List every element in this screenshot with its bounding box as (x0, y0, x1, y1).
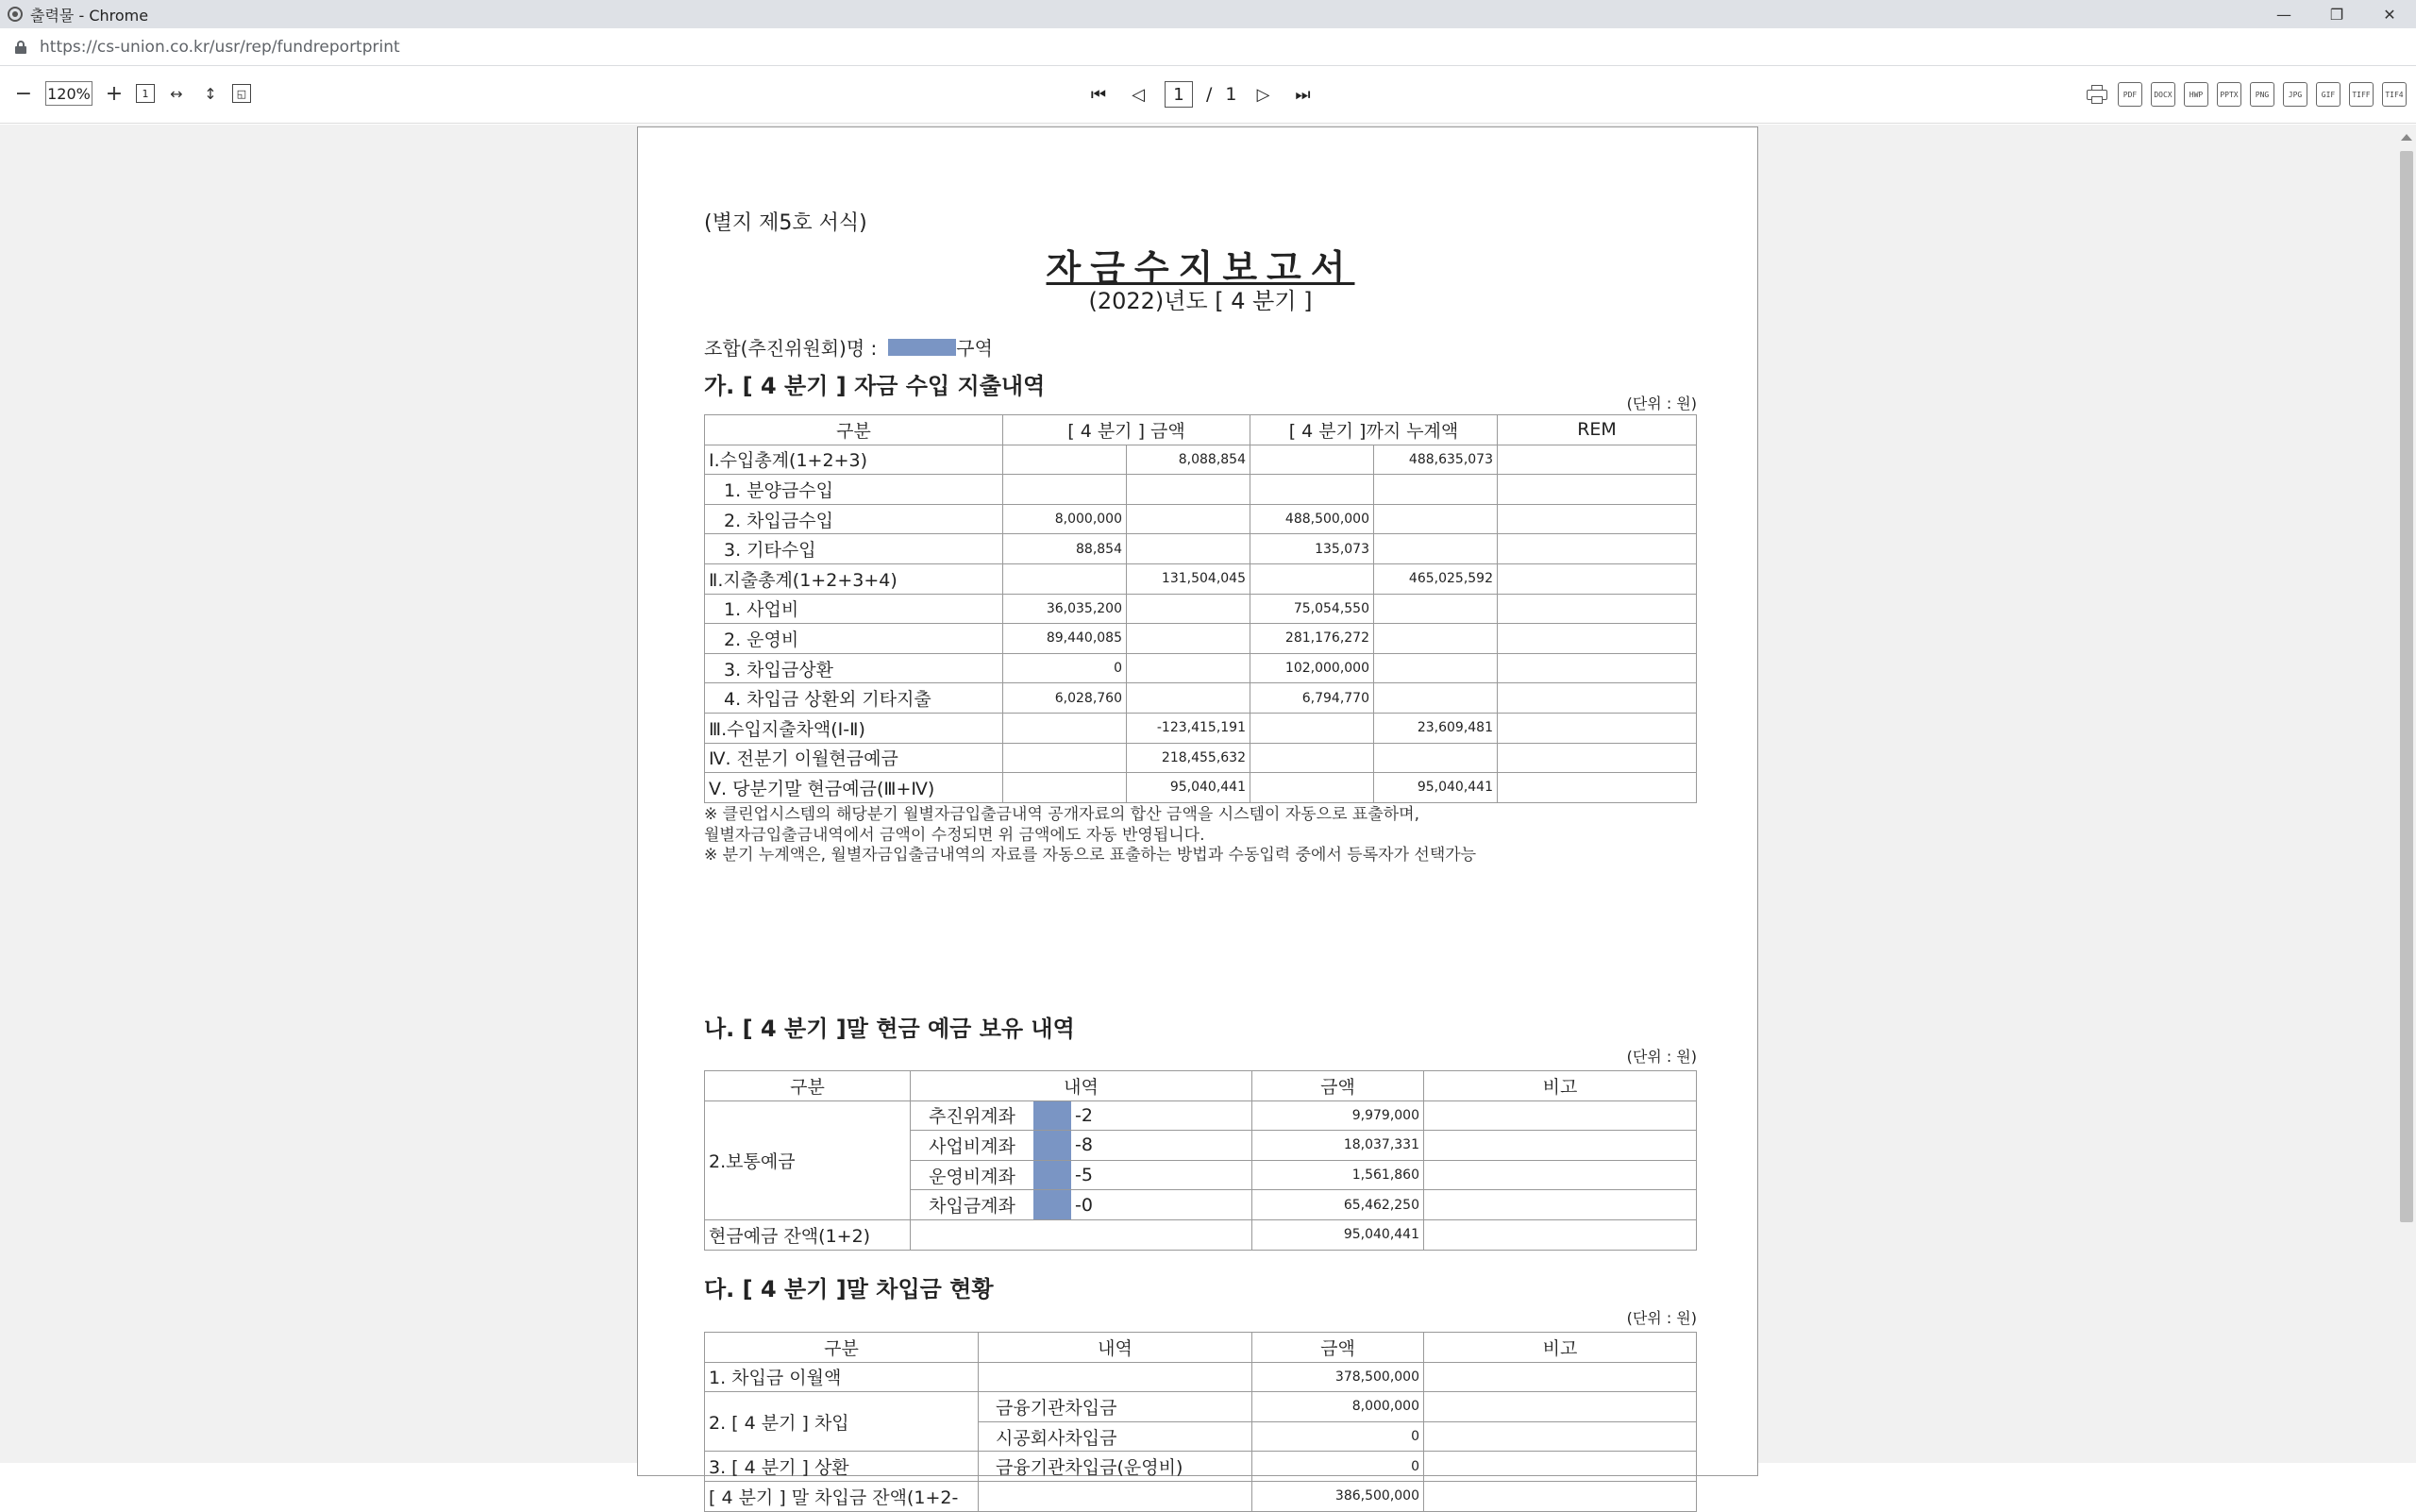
account-suffix: -0 (1075, 1194, 1093, 1216)
cumulative-item-amount: 135,073 (1250, 534, 1374, 564)
income-expense-table (704, 414, 1697, 803)
table-header-row (705, 1333, 1697, 1363)
report-title: 자금수지보고서 (1046, 247, 1355, 289)
note-line: ※ 분기 누계액은, 월별자금입출금내역의 자료를 자동으로 표출하는 방법과 수동입력 중에서 등록자가 선택가능 (704, 846, 1477, 865)
table-row (705, 534, 1697, 564)
total-amount: 95,040,441 (1252, 1219, 1424, 1250)
group-label: 2.보통예금 (705, 1100, 911, 1219)
header-quarter-amount: [ 4 분기 ] 금액 (1003, 415, 1250, 445)
quarter-total-amount (1127, 594, 1250, 624)
table-row (705, 1100, 1697, 1131)
quarter-total-amount: 8,088,854 (1127, 445, 1250, 475)
report-year: (2022)년도 [ 4 분기 ] (1088, 288, 1313, 314)
table-row (705, 504, 1697, 534)
quarter-item-amount: 36,035,200 (1003, 594, 1127, 624)
row-label: 1. 사업비 (705, 594, 1003, 624)
notes (704, 805, 1476, 866)
row-label: 1. 차입금 이월액 (705, 1362, 979, 1392)
last-page-icon[interactable]: ⏭ (1295, 84, 1311, 105)
row-label: Ⅴ. 당분기말 현금예금(Ⅲ+Ⅳ) (705, 773, 1003, 803)
row-amount: 0 (1252, 1421, 1424, 1452)
export-docx-button[interactable]: DOCX (2151, 82, 2175, 107)
section-c-unit: (단위 : 원) (1626, 1309, 1697, 1327)
account-detail (911, 1131, 1252, 1161)
section-a-unit: (단위 : 원) (1626, 395, 1697, 412)
total-label: 현금예금 잔액(1+2) (705, 1219, 911, 1250)
account-suffix: -8 (1075, 1134, 1093, 1156)
row-label: Ⅰ.수입총계(1+2+3) (705, 445, 1003, 475)
row-remark (1498, 475, 1697, 505)
table-row (705, 475, 1697, 505)
cumulative-item-amount (1250, 713, 1374, 743)
account-detail (911, 1190, 1252, 1220)
union-suffix: 구역 (956, 337, 993, 360)
cumulative-item-amount: 75,054,550 (1250, 594, 1374, 624)
total-pages: 1 (1225, 84, 1237, 105)
quarter-total-amount (1127, 683, 1250, 714)
header-rem: REM (1498, 415, 1697, 445)
header-cumulative: [ 4 분기 ]까지 누계액 (1250, 415, 1498, 445)
row-label: 1. 분양금수입 (705, 475, 1003, 505)
header-amount: 금액 (1252, 1333, 1424, 1363)
account-detail (911, 1160, 1252, 1190)
account-amount: 65,462,250 (1252, 1190, 1424, 1220)
row-label: 4. 차입금 상환외 기타지출 (705, 683, 1003, 714)
window-title: 출력물 - Chrome (30, 6, 149, 25)
cumulative-item-amount: 6,794,770 (1250, 683, 1374, 714)
total-detail (911, 1219, 1252, 1250)
row-detail: 시공회사차입금 (979, 1421, 1252, 1452)
section-b-heading: 나. [ 4 분기 ]말 현금 예금 보유 내역 (704, 1016, 1075, 1042)
row-remark (1424, 1100, 1697, 1131)
redacted-union-name (888, 339, 956, 356)
cumulative-total-amount (1374, 653, 1498, 683)
note-line: ※ 클린업시스템의 해당분기 월별자금입출금내역 공개자료의 합산 금액을 시스템이 자동으로 표출하며, (704, 805, 1420, 824)
export-tif4-button[interactable]: TIF4 (2382, 82, 2407, 107)
row-remark (1424, 1452, 1697, 1482)
redacted-account-number (1033, 1190, 1071, 1219)
row-remark (1498, 594, 1697, 624)
close-button[interactable]: ✕ (2383, 5, 2396, 24)
account-detail (911, 1100, 1252, 1131)
cumulative-total-amount (1374, 475, 1498, 505)
url-text[interactable]: https://cs-union.co.kr/usr/rep/fundreportprint (40, 37, 400, 57)
table-row (705, 1452, 1697, 1482)
row-amount: 0 (1252, 1452, 1424, 1482)
row-remark (1498, 653, 1697, 683)
cumulative-item-amount: 488,500,000 (1250, 504, 1374, 534)
export-png-button[interactable]: PNG (2250, 82, 2274, 107)
export-jpg-button[interactable]: JPG (2283, 82, 2307, 107)
cumulative-item-amount (1250, 445, 1374, 475)
cumulative-item-amount: 281,176,272 (1250, 624, 1374, 654)
next-page-icon[interactable]: ▷ (1256, 84, 1270, 105)
cumulative-total-amount (1374, 504, 1498, 534)
header-remark: 비고 (1424, 1333, 1697, 1363)
account-suffix: -2 (1075, 1104, 1093, 1126)
cumulative-item-amount (1250, 563, 1374, 594)
row-remark (1424, 1190, 1697, 1220)
zoom-in-button[interactable]: + (105, 81, 124, 106)
address-bar (0, 28, 2416, 66)
note-line: 월별자금입출금내역에서 금액이 수정되면 위 금액에도 자동 반영됩니다. (704, 825, 1205, 845)
row-detail (979, 1481, 1252, 1511)
row-remark (1498, 563, 1697, 594)
quarter-total-amount: 95,040,441 (1127, 773, 1250, 803)
account-amount: 1,561,860 (1252, 1160, 1424, 1190)
quarter-item-amount (1003, 713, 1127, 743)
quarter-total-amount (1127, 475, 1250, 505)
export-pptx-button[interactable]: PPTX (2217, 82, 2241, 107)
quarter-total-amount (1127, 534, 1250, 564)
lock-icon[interactable] (15, 41, 26, 54)
account-name: 사업비계좌 (929, 1135, 1015, 1157)
fit-height-icon[interactable]: ↕ (204, 84, 217, 103)
restore-button[interactable]: ❐ (2329, 5, 2344, 24)
account-amount: 9,979,000 (1252, 1100, 1424, 1131)
header-category: 구분 (705, 1071, 911, 1101)
total-row (705, 1219, 1697, 1250)
redacted-account-number (1033, 1101, 1071, 1131)
row-detail: 금융기관차입금 (979, 1392, 1252, 1422)
cumulative-total-amount (1374, 624, 1498, 654)
row-remark (1498, 504, 1697, 534)
page-number-input[interactable]: 1 (1165, 81, 1193, 108)
fit-page-icon[interactable]: ◱ (232, 84, 251, 103)
row-detail: 금융기관차입금(운영비) (979, 1452, 1252, 1482)
redacted-account-number (1033, 1161, 1071, 1190)
section-a-heading: 가. [ 4 분기 ] 자금 수입 지출내역 (704, 373, 1046, 399)
header-remark: 비고 (1424, 1071, 1697, 1101)
row-remark (1498, 624, 1697, 654)
union-name-line (704, 333, 993, 361)
row-amount: 386,500,000 (1252, 1481, 1424, 1511)
row-label: Ⅱ.지출총계(1+2+3+4) (705, 563, 1003, 594)
table-row (705, 1362, 1697, 1392)
table-row (705, 653, 1697, 683)
row-remark (1498, 713, 1697, 743)
table-row (705, 743, 1697, 773)
cumulative-total-amount: 488,635,073 (1374, 445, 1498, 475)
window-controls (2257, 0, 2416, 28)
cumulative-item-amount: 102,000,000 (1250, 653, 1374, 683)
header-category: 구분 (705, 415, 1003, 445)
row-remark (1424, 1131, 1697, 1161)
export-tiff-button[interactable]: TIFF (2349, 82, 2374, 107)
header-detail: 내역 (911, 1071, 1252, 1101)
quarter-item-amount (1003, 743, 1127, 773)
quarter-total-amount (1127, 504, 1250, 534)
table-row (705, 594, 1697, 624)
zoom-out-button[interactable]: − (14, 81, 33, 106)
export-hwp-button[interactable]: HWP (2184, 82, 2208, 107)
row-remark (1498, 743, 1697, 773)
row-label: Ⅲ.수입지출차액(Ⅰ-Ⅱ) (705, 713, 1003, 743)
table-row (705, 445, 1697, 475)
table-row (705, 563, 1697, 594)
row-remark (1424, 1392, 1697, 1422)
export-pdf-button[interactable]: PDF (2118, 82, 2142, 107)
account-name: 차입금계좌 (929, 1196, 1015, 1218)
zoom-input[interactable]: 120% (45, 81, 92, 106)
row-label: 2. 운영비 (705, 624, 1003, 654)
cumulative-total-amount (1374, 534, 1498, 564)
scroll-up-icon[interactable] (2401, 134, 2412, 141)
row-label: 3. 차입금상환 (705, 653, 1003, 683)
cumulative-total-amount (1374, 743, 1498, 773)
table-row (705, 683, 1697, 714)
section-c-heading: 다. [ 4 분기 ]말 차입금 현황 (704, 1276, 994, 1302)
union-label: 조합(추진위원회)명 : (704, 337, 878, 360)
cumulative-total-amount: 23,609,481 (1374, 713, 1498, 743)
table-row (705, 1392, 1697, 1422)
export-buttons (2085, 82, 2407, 107)
cumulative-total-amount: 95,040,441 (1374, 773, 1498, 803)
minimize-button[interactable]: — (2276, 5, 2291, 24)
header-category: 구분 (705, 1333, 979, 1363)
quarter-total-amount: 131,504,045 (1127, 563, 1250, 594)
viewer-toolbar (0, 67, 2416, 124)
form-number: (별지 제5호 서식) (704, 211, 867, 235)
report-page (637, 126, 1758, 1508)
row-label: Ⅳ. 전분기 이월현금예금 (705, 743, 1003, 773)
row-label: 2. [ 4 분기 ] 차입 (705, 1392, 979, 1452)
quarter-total-amount (1127, 653, 1250, 683)
cumulative-total-amount (1374, 594, 1498, 624)
page-separator: / (1206, 84, 1213, 105)
row-amount: 8,000,000 (1252, 1392, 1424, 1422)
quarter-item-amount (1003, 563, 1127, 594)
chrome-icon (8, 7, 23, 22)
single-page-button[interactable]: 1 (136, 84, 155, 103)
quarter-total-amount: -123,415,191 (1127, 713, 1250, 743)
quarter-item-amount (1003, 445, 1127, 475)
quarter-item-amount: 8,000,000 (1003, 504, 1127, 534)
row-remark (1498, 773, 1697, 803)
quarter-item-amount: 6,028,760 (1003, 683, 1127, 714)
table-header-row (705, 1071, 1697, 1101)
window-titlebar (0, 0, 2416, 28)
row-amount: 378,500,000 (1252, 1362, 1424, 1392)
row-remark (1424, 1160, 1697, 1190)
row-label: 3. [ 4 분기 ] 상환 (705, 1452, 979, 1482)
table-row (705, 1481, 1697, 1511)
borrowing-table (704, 1332, 1697, 1512)
row-remark (1498, 445, 1697, 475)
cumulative-item-amount (1250, 743, 1374, 773)
prev-page-icon[interactable]: ◁ (1132, 84, 1145, 105)
scroll-thumb[interactable] (2400, 151, 2413, 1222)
row-label: 2. 차입금수입 (705, 504, 1003, 534)
quarter-item-amount (1003, 773, 1127, 803)
table-row (705, 773, 1697, 803)
row-remark (1424, 1362, 1697, 1392)
quarter-item-amount (1003, 475, 1127, 505)
row-remark (1424, 1481, 1697, 1511)
account-name: 추진위계좌 (929, 1106, 1015, 1128)
cumulative-total-amount (1374, 683, 1498, 714)
account-suffix: -5 (1075, 1165, 1093, 1186)
row-label: 3. 기타수입 (705, 534, 1003, 564)
quarter-total-amount: 218,455,632 (1127, 743, 1250, 773)
account-amount: 18,037,331 (1252, 1131, 1424, 1161)
table-header-row (705, 415, 1697, 445)
redacted-account-number (1033, 1131, 1071, 1160)
cumulative-item-amount (1250, 475, 1374, 505)
row-label: [ 4 분기 ] 말 차입금 잔액(1+2- (705, 1481, 979, 1511)
first-page-icon[interactable]: ⏮ (1090, 84, 1107, 105)
header-detail: 내역 (979, 1333, 1252, 1363)
account-name: 운영비계좌 (929, 1166, 1015, 1187)
quarter-item-amount: 0 (1003, 653, 1127, 683)
table-row (705, 624, 1697, 654)
row-remark (1498, 683, 1697, 714)
row-remark (1424, 1421, 1697, 1452)
cash-deposit-table (704, 1070, 1697, 1251)
section-b-unit: (단위 : 원) (1626, 1048, 1697, 1066)
export-gif-button[interactable]: GIF (2316, 82, 2340, 107)
fit-width-icon[interactable]: ↔ (170, 84, 183, 103)
print-icon[interactable] (2085, 82, 2109, 107)
row-remark (1498, 534, 1697, 564)
header-amount: 금액 (1252, 1071, 1424, 1101)
cumulative-total-amount: 465,025,592 (1374, 563, 1498, 594)
row-remark (1424, 1219, 1697, 1250)
quarter-item-amount: 89,440,085 (1003, 624, 1127, 654)
row-detail (979, 1362, 1252, 1392)
quarter-item-amount: 88,854 (1003, 534, 1127, 564)
quarter-total-amount (1127, 624, 1250, 654)
cumulative-item-amount (1250, 773, 1374, 803)
table-row (705, 713, 1697, 743)
